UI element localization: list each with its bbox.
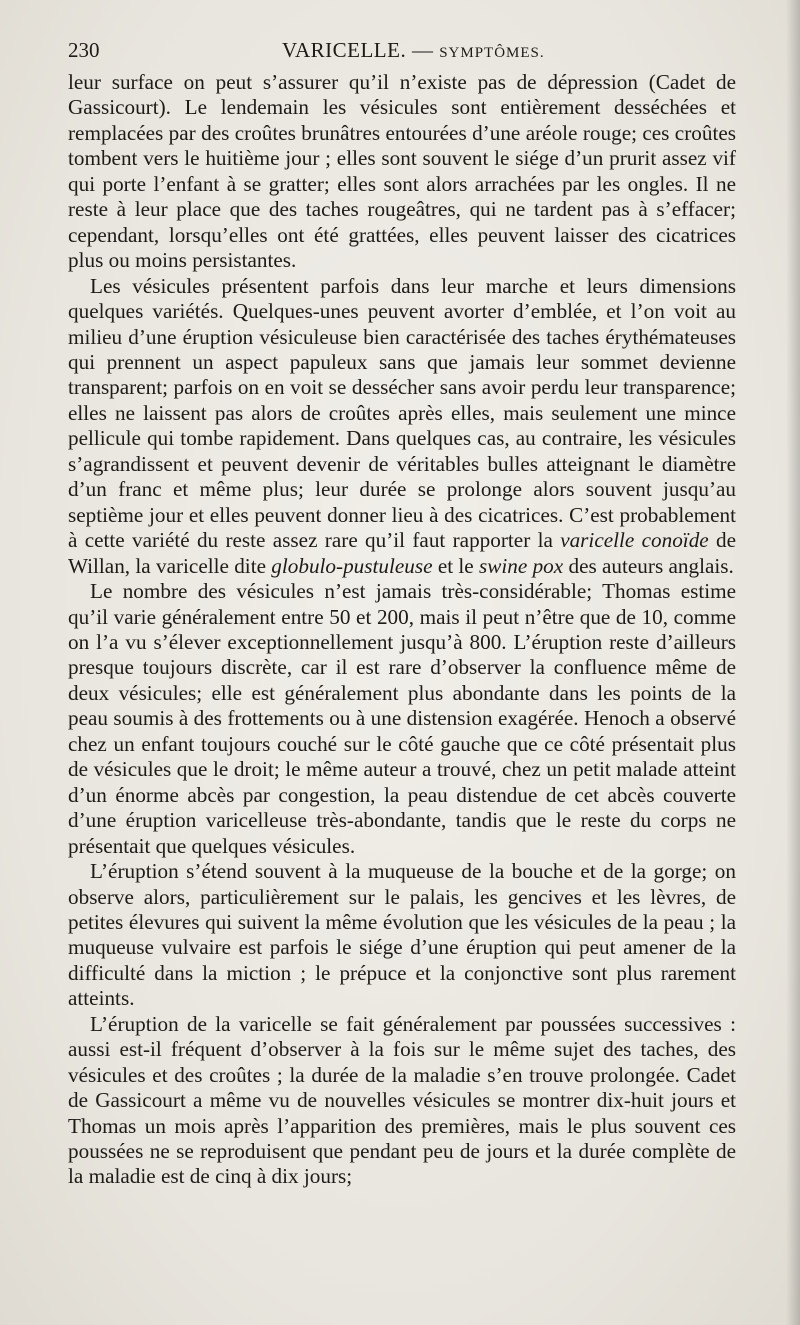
running-head	[282, 38, 545, 63]
running-head-title: VARICELLE.	[282, 38, 407, 62]
paragraph-text: Le nombre des vésicules n’est jamais très-considérable; Thomas estime qu’il varie généralement entre 50 et 200, mais il peut n’être que de 10, comme on l’a vu s’élever exceptionnellement jusqu’à 800. L’éruption reste d’ailleurs presque toujours discrète, car il est rare d’observer la confluence même de deux vésicules; elle est généralement plus abondante dans les points de la peau soumis à des frottements ou à une distension exagérée. Henoch a observé chez un enfant toujours couché sur le côté gauche que ce côté présentait plus de vésicules que le droit; le même auteur a trouvé, chez un petit malade atteint d’un énorme abcès par congestion, la peau distendue de cet abcès couverte d’une éruption varicelleuse très-abondante, tandis que le reste du corps ne présentait que quelques vésicules.	[68, 579, 736, 858]
paragraph-text: des auteurs anglais.	[563, 553, 734, 578]
paragraph	[68, 579, 736, 859]
italic-term: varicelle conoïde	[560, 528, 709, 553]
italic-term: globulo-pustuleuse	[271, 553, 433, 578]
paragraph	[68, 70, 736, 274]
body-text	[68, 70, 736, 1190]
page-number: 230	[68, 38, 100, 62]
running-head-dash: —	[411, 38, 434, 62]
paragraph-text: leur surface on peut s’assurer qu’il n’existe pas de dépression (Cadet de Gassicourt). Le lendemain les vésicules sont entièrement desséchées et remplacées par des croûtes brunâtres entourées d’une aréole rouge; ces croûtes tombent vers le huitième jour ; elles sont souvent le siége d’un prurit assez vif qui porte l’enfant à se gratter; elles sont alors arrachées par les ongles. Il ne reste à leur place que des taches rougeâtres, qui ne tardent pas à s’effacer; cependant, lorsqu’elles ont été grattées, elles peuvent laisser des cicatrices plus ou moins persistantes.	[68, 70, 736, 273]
paragraph	[68, 274, 736, 579]
paragraph-text: et le	[432, 553, 480, 578]
page-edge-shadow	[786, 0, 800, 1325]
italic-term: swine pox	[479, 553, 564, 578]
running-head-section: SYMPTÔMES.	[439, 45, 545, 61]
paragraph-text: de Willan, la varicelle dite	[68, 528, 737, 578]
paragraph-text: L’éruption s’étend souvent à la muqueuse de la bouche et de la gorge; on observe alors, particulièrement sur le palais, les gencives et les lèvres, de petites élevures qui suivent la même évolution que les vésicules de la peau ; la muqueuse vulvaire est parfois le siége d’une éruption qui peut amener de la difficulté dans la miction ; le prépuce et la conjonctive sont plus rarement atteints.	[68, 859, 736, 1011]
page-header	[68, 38, 736, 64]
paragraph-text: Les vésicules présentent parfois dans leur marche et leurs dimensions quelques variétés. Quelques-unes peuvent avorter d’emblée, et l’on voit au milieu d’une éruption vésiculeuse bien caractérisée des taches érythémateuses qui prennent un aspect papuleux sans que jamais leur sommet devienne transparent; parfois on en voit se dessécher sans avoir perdu leur transparence; elles ne laissent pas alors de croûtes après elles, mais seulement une mince pellicule qui tombe rapidement. Dans quelques cas, au contraire, les vésicules s’agrandissent et peuvent devenir de véritables bulles atteignant le diamètre d’un franc et même plus; leur durée se prolonge alors souvent jusqu’au septième jour et elles peuvent donner lieu à des cicatrices. C’est probablement à cette variété du reste assez rare qu’il faut rapporter la	[68, 273, 736, 553]
paragraph	[68, 1012, 736, 1190]
paragraph	[68, 859, 736, 1012]
paragraph-text: L’éruption de la varicelle se fait généralement par poussées successives : aussi est-il fréquent d’observer à la fois sur le même sujet des taches, des vésicules et des croûtes ; la durée de la maladie s’en trouve prolongée. Cadet de Gassicourt a même vu de nouvelles vésicules se montrer dix-huit jours et Thomas un mois après l’apparition des premières, mais le plus souvent ces poussées ne se reproduisent que pendant peu de jours et la durée complète de la maladie est de cinq à dix jours;	[68, 1011, 736, 1189]
